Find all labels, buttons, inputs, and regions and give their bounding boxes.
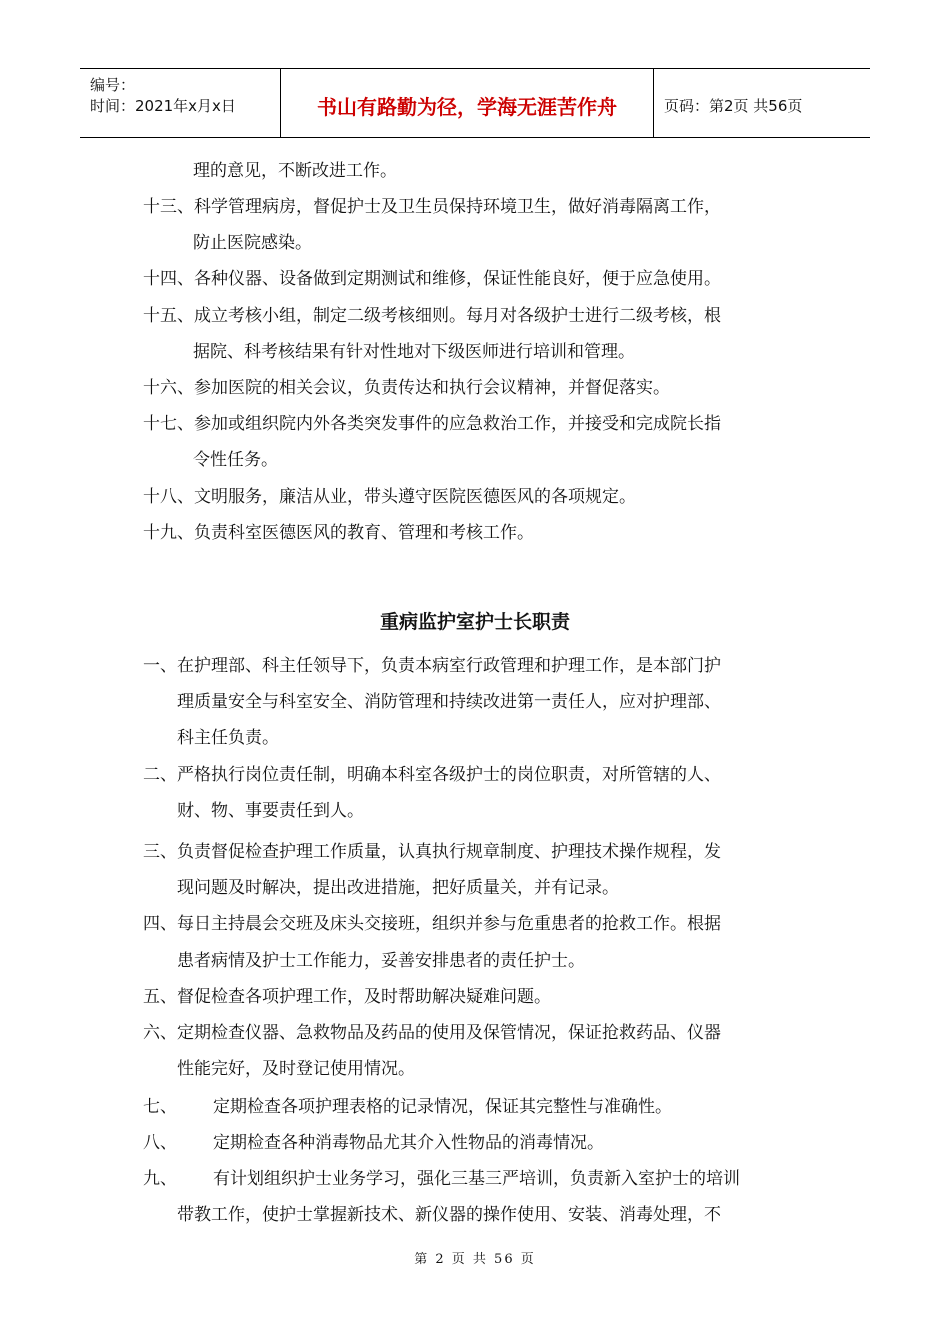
body-line: 五、督促检查各项护理工作，及时帮助解决疑难问题。	[143, 987, 551, 1007]
body-line: 定期检查各种消毒物品尤其介入性物品的消毒情况。	[213, 1133, 604, 1153]
body-line: 带教工作，使护士掌握新技术、新仪器的操作使用、安装、消毒处理，不	[177, 1205, 721, 1225]
body-line: 财、物、事要责任到人。	[177, 801, 364, 821]
list-marker: 九、	[143, 1169, 177, 1189]
body-line: 三、负责督促检查护理工作质量，认真执行规章制度、护理技术操作规程，发	[143, 842, 721, 862]
header-number-label: 编号：	[90, 76, 136, 94]
body-line: 四、每日主持晨会交班及床头交接班，组织并参与危重患者的抢救工作。根据	[143, 914, 721, 934]
body-line: 令性任务。	[193, 450, 278, 470]
body-line: 十七、参加或组织院内外各类突发事件的应急救治工作，并接受和完成院长指	[143, 414, 721, 434]
body-line: 定期检查各项护理表格的记录情况，保证其完整性与准确性。	[213, 1097, 672, 1117]
page-footer: 第 2 页 共 56 页	[414, 1252, 536, 1267]
body-line: 有计划组织护士业务学习，强化三基三严培训，负责新入室护士的培训	[213, 1169, 740, 1189]
body-line: 理质量安全与科室安全、消防管理和持续改进第一责任人，应对护理部、	[177, 692, 721, 712]
body-line: 防止医院感染。	[193, 233, 312, 253]
body-line: 十九、负责科室医德医风的教育、管理和考核工作。	[143, 523, 534, 543]
section-title: 重病监护室护士长职责	[379, 611, 570, 633]
header-motto: 书山有路勤为径，学海无涯苦作舟	[280, 69, 654, 137]
body-line: 性能完好，及时登记使用情况。	[177, 1059, 415, 1079]
body-line: 二、严格执行岗位责任制，明确本科室各级护士的岗位职责，对所管辖的人、	[143, 765, 721, 785]
body-line: 十四、各种仪器、设备做到定期测试和维修，保证性能良好，便于应急使用。	[143, 269, 721, 289]
header-time-label: 时间：2021年x月x日	[90, 97, 236, 115]
body-line: 十六、参加医院的相关会议，负责传达和执行会议精神，并督促落实。	[143, 378, 670, 398]
body-line: 十五、成立考核小组，制定二级考核细则。每月对各级护士进行二级考核，根	[143, 306, 721, 326]
list-marker: 七、	[143, 1097, 177, 1117]
body-line: 据院、科考核结果有针对性地对下级医师进行培训和管理。	[193, 342, 635, 362]
body-line: 十三、科学管理病房，督促护士及卫生员保持环境卫生，做好消毒隔离工作，	[143, 197, 721, 217]
document-header	[80, 68, 870, 138]
body-line: 一、在护理部、科主任领导下，负责本病室行政管理和护理工作，是本部门护	[143, 656, 721, 676]
body-line: 十八、文明服务，廉洁从业，带头遵守医院医德医风的各项规定。	[143, 487, 636, 507]
list-marker: 八、	[143, 1133, 177, 1153]
body-line: 理的意见，不断改进工作。	[193, 161, 397, 181]
body-line: 患者病情及护士工作能力，妥善安排患者的责任护士。	[177, 951, 585, 971]
body-line: 六、定期检查仪器、急救物品及药品的使用及保管情况，保证抢救药品、仪器	[143, 1023, 721, 1043]
body-line: 科主任负责。	[177, 728, 279, 748]
header-meta	[80, 69, 280, 137]
header-page-label: 页码：第2页 共56页	[664, 96, 803, 115]
body-line: 现问题及时解决，提出改进措施，把好质量关，并有记录。	[177, 878, 619, 898]
